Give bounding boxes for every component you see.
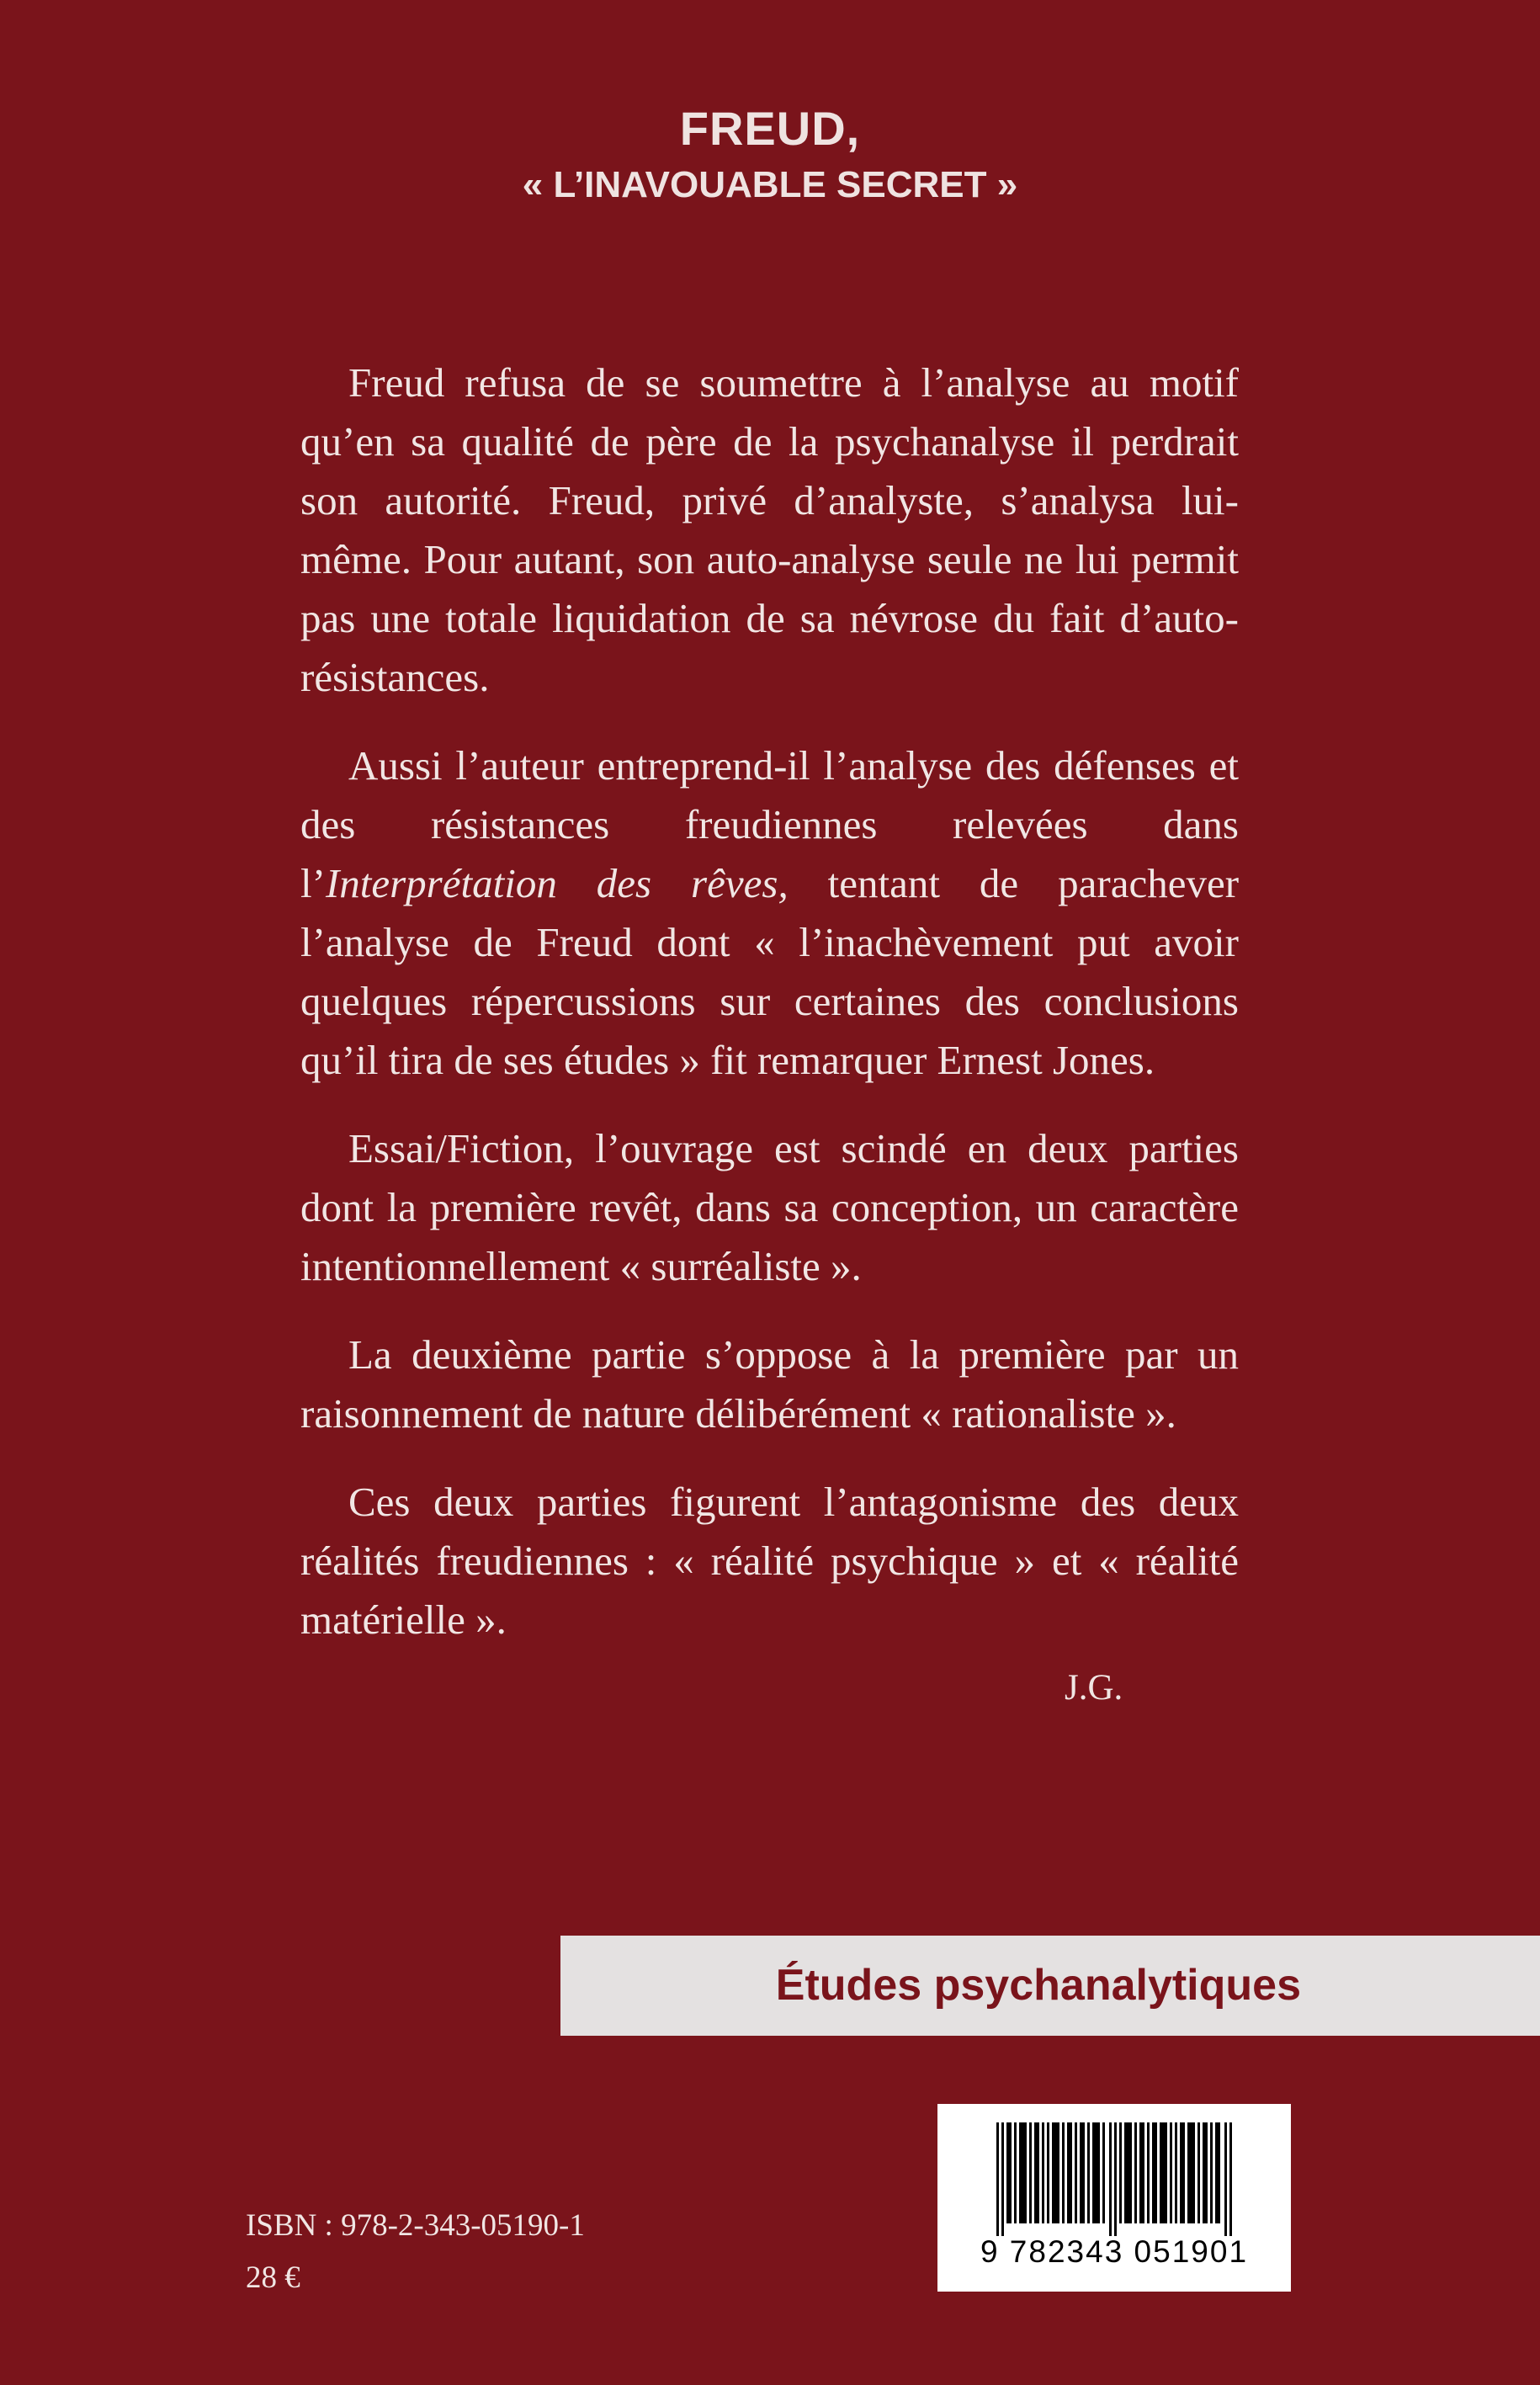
price: 28 € <box>246 2260 300 2295</box>
author-initials: J.G. <box>1065 1668 1123 1708</box>
paragraph-2-end: tentant de parachever l’analyse de Freud dont « l’inachèvement put avoir quelques répercussions sur certaines des conclusions qu’il tira de ses études » fit remarquer Ernest Jones. <box>300 860 1240 1083</box>
barcode-bars-icon <box>996 2122 1232 2236</box>
collection-label: Études psychanalytiques <box>775 1961 1301 2010</box>
barcode <box>937 2104 1291 2292</box>
paragraph-1: Freud refusa de se soumettre à l’analyse au motif qu’en sa qualité de père de la psychanalyse il perdrait son autorité. Freud, privé d’analyste, s’analysa lui-même. Pour autant, son auto-analyse seule ne lui permit pas une totale liquidation de sa névrose du fait d’auto-résistances. <box>300 359 1239 700</box>
title-subtitle: « L’INAVOUABLE SECRET » <box>522 164 1018 205</box>
book-title <box>0 99 1540 210</box>
isbn: ISBN : 978-2-343-05190-1 <box>246 2208 585 2243</box>
paragraph-2-italic-title: Interprétation des rêves, <box>325 860 789 906</box>
paragraph-4: La deuxième partie s’oppose à la première par un raisonnement de nature délibérément « rationaliste ». <box>300 1331 1239 1437</box>
paragraph-5: Ces deux parties figurent l’antagonisme des deux réalités freudiennes : « réalité psychique » et « réalité matérielle ». <box>300 1479 1239 1643</box>
back-cover-text <box>300 353 1239 1679</box>
paragraph-2 <box>300 736 1239 1090</box>
paragraph-2-start: Aussi l’auteur entreprend-il l’analyse des défenses et des résistances freudiennes relevées dans l’ <box>300 742 1239 906</box>
barcode-digits: 9 782343 051901 <box>980 2234 1249 2269</box>
title-main: FREUD, <box>679 102 861 155</box>
collection-band <box>560 1936 1540 2036</box>
paragraph-3: Essai/Fiction, l’ouvrage est scindé en deux parties dont la première revêt, dans sa conception, un caractère intentionnellement « surréaliste ». <box>300 1125 1239 1289</box>
